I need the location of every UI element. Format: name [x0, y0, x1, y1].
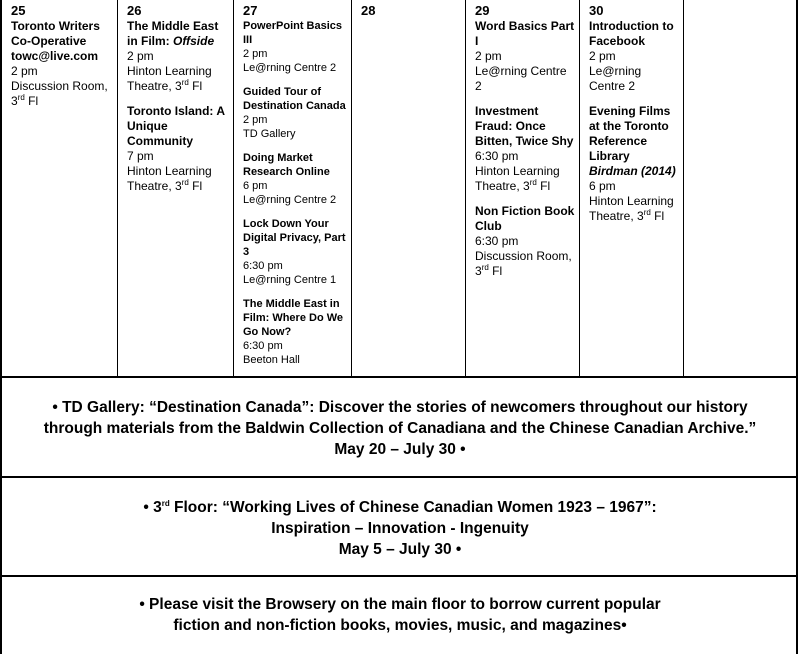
event-title: Non Fiction Book Club — [475, 204, 575, 233]
day-number: 28 — [361, 3, 376, 18]
notice-td-gallery — [2, 378, 798, 478]
event-item[interactable] — [243, 217, 348, 287]
notice-third-floor — [2, 478, 798, 577]
notice-line: • TD Gallery: “Destination Canada”: Discover the stories of newcomers throughout our history — [52, 399, 748, 416]
event-title: Guided Tour of Destination Canada — [243, 86, 346, 112]
day-cell-29 — [466, 0, 580, 376]
event-location: Beeton Hall — [243, 354, 300, 366]
day-number: 27 — [243, 3, 258, 18]
event-time: 6 pm — [243, 180, 268, 192]
event-item[interactable] — [475, 19, 576, 94]
notice-line: May 20 – July 30 • — [334, 441, 466, 458]
event-time: 6 pm — [589, 179, 616, 193]
notice-line: fiction and non-fiction books, movies, music, and magazines• — [173, 617, 627, 634]
event-item[interactable] — [589, 104, 680, 224]
event-location: Le@rning Centre 2 — [475, 64, 567, 93]
event-title: Investment Fraud: Once Bitten, Twice Shy — [475, 104, 574, 148]
event-time: 2 pm — [243, 48, 268, 60]
event-location: Discussion Room, 3rd Fl — [11, 79, 108, 108]
event-time: 7 pm — [127, 149, 154, 163]
day-cell-30 — [580, 0, 684, 376]
event-title: Doing Market Research Online — [243, 152, 330, 178]
notice-browsery — [2, 577, 798, 654]
day-cell-26 — [118, 0, 234, 376]
event-title: Toronto Writers Co-Operative — [11, 19, 100, 48]
event-title: Evening Films at the Toronto Reference Library — [589, 104, 671, 163]
notice-line: • 3rd Floor: “Working Lives of Chinese Canadian Women 1923 – 1967”: — [143, 498, 657, 516]
event-title: Introduction to Facebook — [589, 19, 674, 48]
event-time: 2 pm — [11, 64, 38, 78]
day-cell-25 — [2, 0, 118, 376]
event-location: Hinton Learning Theatre, 3rd Fl — [127, 164, 212, 193]
event-title: The Middle East in Film: Where Do We Go Now? — [243, 298, 344, 338]
event-item[interactable] — [475, 204, 576, 279]
event-item[interactable] — [475, 104, 576, 194]
calendar-week-row — [2, 0, 798, 378]
event-location: TD Gallery — [243, 128, 296, 140]
event-location: Hinton Learning Theatre, 3rd Fl — [475, 164, 560, 193]
event-item[interactable] — [243, 151, 348, 207]
event-time: 6:30 pm — [243, 340, 283, 352]
event-time: 2 pm — [243, 114, 268, 126]
event-item[interactable] — [127, 19, 230, 94]
event-email: towc@live.com — [11, 49, 99, 63]
event-title: Lock Down Your Digital Privacy, Part 3 — [243, 218, 346, 258]
event-title: PowerPoint Basics III — [243, 20, 343, 46]
event-item[interactable] — [243, 297, 348, 367]
event-item[interactable] — [589, 19, 680, 94]
event-title: The Middle East in Film: Offside — [127, 19, 219, 48]
event-item[interactable] — [243, 85, 348, 141]
event-time: 6:30 pm — [243, 260, 283, 272]
event-title: Toronto Island: A Unique Community — [127, 104, 225, 148]
day-number: 26 — [127, 3, 142, 18]
event-item[interactable] — [11, 19, 114, 109]
notice-line: May 5 – July 30 • — [338, 541, 462, 558]
event-time: 2 pm — [589, 49, 616, 63]
notice-line: Inspiration – Innovation - Ingenuity — [271, 520, 529, 537]
notice-line: through materials from the Baldwin Collection of Canadiana and the Chinese Canadian Archive.” — [43, 420, 757, 437]
event-location: Le@rning Centre 2 — [243, 194, 337, 206]
event-location: Le@rning Centre 2 — [589, 64, 642, 93]
day-cell-28 — [352, 0, 466, 376]
event-film-title: Birdman (2014) — [589, 164, 676, 178]
day-cell-empty — [684, 0, 798, 376]
event-title: Word Basics Part I — [475, 19, 575, 48]
event-location: Hinton Learning Theatre, 3rd Fl — [589, 194, 674, 223]
event-location: Hinton Learning Theatre, 3rd Fl — [127, 64, 212, 93]
event-item[interactable] — [127, 104, 230, 194]
event-location: Le@rning Centre 2 — [243, 62, 337, 74]
notice-line: • Please visit the Browsery on the main floor to borrow current popular — [139, 596, 661, 613]
day-number: 25 — [11, 3, 26, 18]
event-location: Discussion Room, 3rd Fl — [475, 249, 572, 278]
event-time: 6:30 pm — [475, 149, 519, 163]
event-time: 6:30 pm — [475, 234, 519, 248]
day-number: 29 — [475, 3, 490, 18]
event-time: 2 pm — [127, 49, 154, 63]
day-number: 30 — [589, 3, 604, 18]
event-item[interactable] — [243, 19, 348, 75]
event-time: 2 pm — [475, 49, 502, 63]
event-location: Le@rning Centre 1 — [243, 274, 337, 286]
day-cell-27 — [234, 0, 352, 376]
